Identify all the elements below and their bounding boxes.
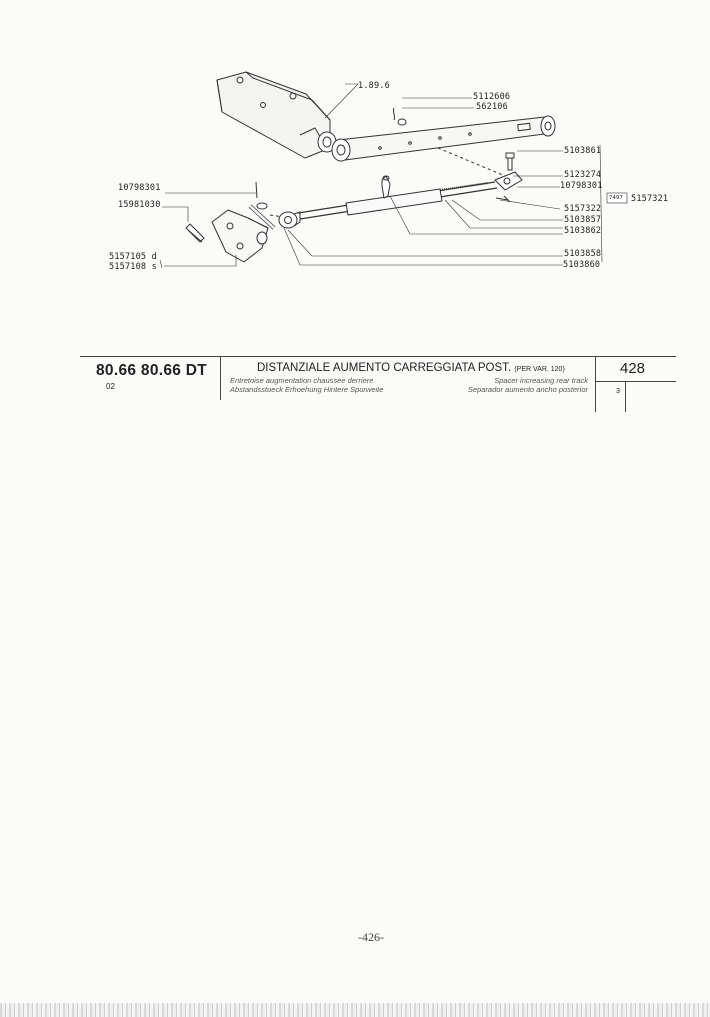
bolt-drawing bbox=[186, 224, 204, 242]
callout-5157321: 5157321 bbox=[631, 194, 669, 204]
callout-10798301-right: 10798301 bbox=[560, 181, 603, 191]
adjusting-rod-drawing bbox=[298, 182, 497, 219]
table-number: 428 bbox=[620, 360, 646, 377]
housing-bracket-drawing bbox=[217, 72, 336, 158]
callout-15981030: 15981030 bbox=[118, 200, 161, 210]
page-footer-number: -426- bbox=[358, 930, 384, 944]
model-designation: 80.66 80.66 DT bbox=[96, 362, 208, 379]
rod-end-left-drawing bbox=[279, 212, 300, 228]
callout-5103858: 5103858 bbox=[564, 249, 602, 259]
callout-box-7497: 7497 bbox=[609, 195, 624, 201]
callout-5103862: 5103862 bbox=[564, 226, 602, 236]
callout-5157322: 5157322 bbox=[564, 204, 602, 214]
callout-5103857: 5103857 bbox=[564, 215, 602, 225]
callout-ref-189: 1.89.6 bbox=[358, 81, 390, 91]
subtitle-english: Spacer increasing rear track bbox=[494, 376, 588, 385]
callout-562106: 562106 bbox=[476, 102, 508, 112]
callout-5123274: 5123274 bbox=[564, 170, 602, 180]
clamp-drawing bbox=[382, 176, 390, 198]
mounting-plate-drawing bbox=[212, 210, 268, 262]
section-title-text: DISTANZIALE AUMENTO CARREGGIATA POST. bbox=[257, 362, 512, 374]
subtitle-german: Abstandsstueck Erhoehung Hintere Spurweite bbox=[230, 385, 384, 394]
lower-link-arm-drawing bbox=[332, 116, 555, 161]
callout-5157108: 5157108 s bbox=[109, 262, 157, 272]
section-title-note: (PER VAR. 120) bbox=[514, 366, 565, 373]
section-title bbox=[257, 362, 565, 374]
subtitle-french: Entretoise augmentation chaussee derriere bbox=[230, 376, 374, 385]
side-right-marker: d bbox=[151, 252, 157, 262]
callout-10798301-left: 10798301 bbox=[118, 183, 161, 193]
revision-number: 3 bbox=[616, 388, 620, 395]
side-left-marker: s bbox=[151, 262, 157, 272]
exploded-view-diagram bbox=[0, 0, 710, 300]
pin-drawing bbox=[506, 153, 514, 170]
callout-5103861: 5103861 bbox=[564, 146, 602, 156]
callout-5157105: 5157105 d bbox=[109, 252, 157, 262]
callout-5103860: 5103860 bbox=[563, 260, 601, 270]
callout-5112606: 5112606 bbox=[473, 92, 511, 102]
subtitle-spanish: Separador aumento ancho posterior bbox=[467, 385, 588, 394]
title-block bbox=[80, 356, 676, 412]
scan-edge-artifact bbox=[0, 1003, 710, 1017]
model-sub-code: 02 bbox=[106, 382, 115, 391]
